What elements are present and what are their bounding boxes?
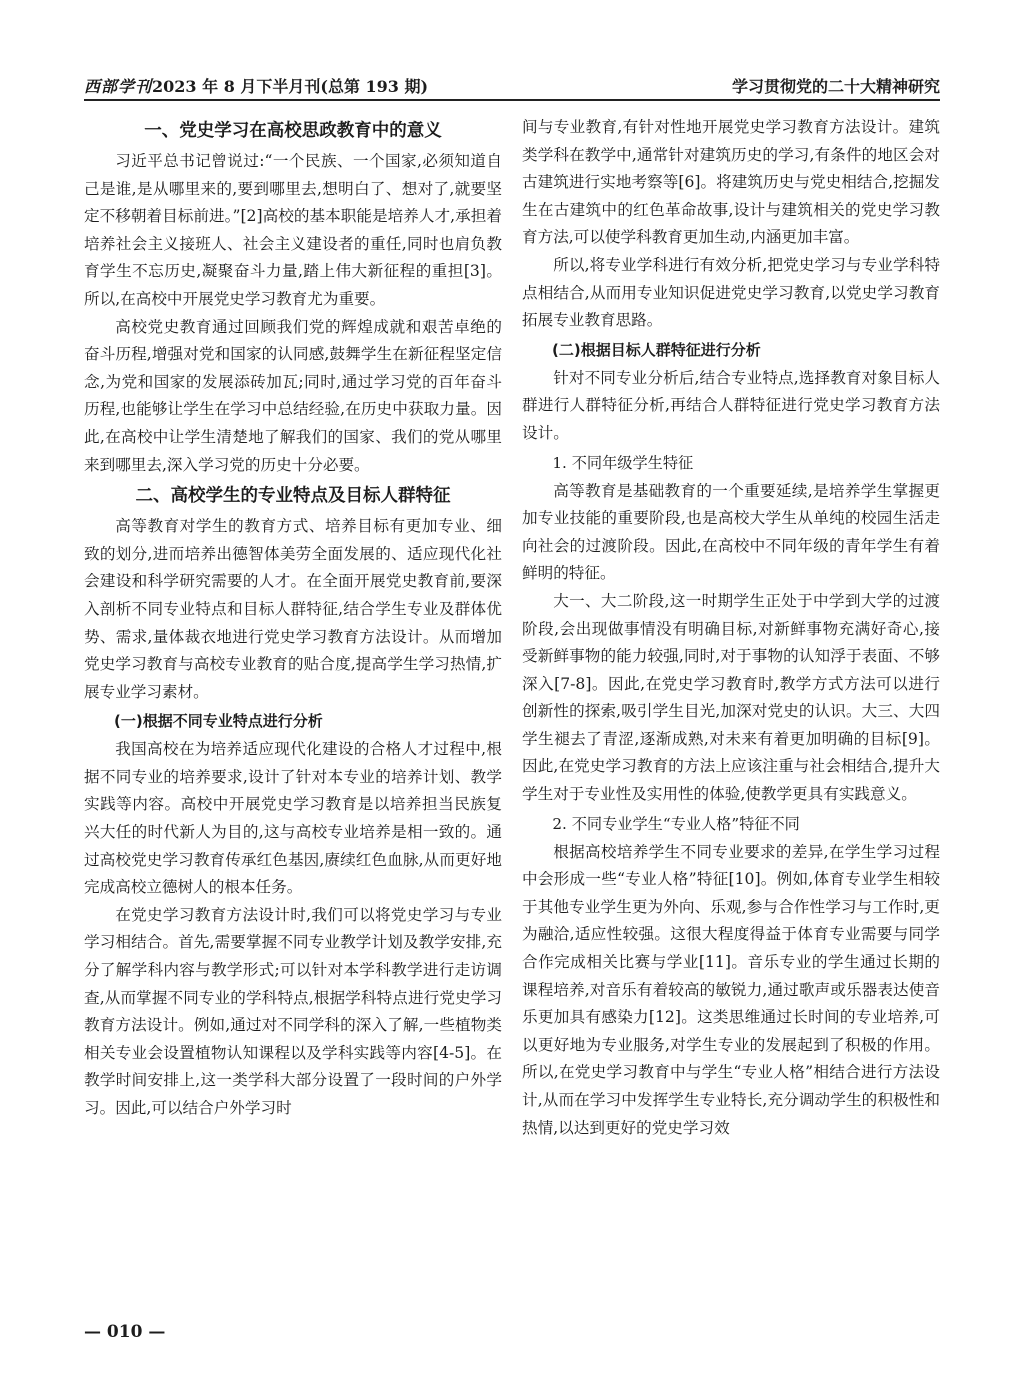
page-number: — 010 — [84, 1322, 166, 1342]
paragraph: 大一、大二阶段,这一时期学生正处于中学到大学的过渡阶段,会出现做事情没有明确目标,对新鲜事物充满好奇心,接受新鲜事物的能力较强,同时,对于事物的认知浮于表面、不够深入[7-8]。因此,在党史学习教育时,教学方式方法可以进行创新性的探索,吸引学生目光,加深对党史的认识。大三、大四学生褪去了青涩,逐渐成熟,对未来有着更加明确的目标[9]。因此,在党史学习教育的方法上应该注重与社会相结合,提升大学生对于专业性及实用性的体验,使教学更具有实践意义。 [522, 591, 940, 804]
sub-subsection-heading: 1. 不同年级学生特征 [552, 453, 694, 472]
section-heading: 一、党史学习在高校思政教育中的意义 [144, 121, 442, 141]
paragraph: 根据高校培养学生不同专业要求的差异,在学生学习过程中会形成一些“专业人格”特征[10]。例如,体育专业学生相较于其他专业学生更为外向、乐观,参与合作性学习与工作时,更为融洽,适应性较强。这很大程度得益于体育专业需要与同学合作完成相关比赛与学业[11]。音乐专业的学生通过长期的课程培养,对音乐有着较高的敏锐力,通过歌声或乐器表达使音乐更加具有感染力[12]。这类思维通过长时间的专业培养,可以更好地为专业服务,对学生专业的发展起到了积极的作用。所以,在党史学习教育中与学生“专业人格”相结合进行方法设计,从而在学习中发挥学生专业特长,充分调动学生的积极性和热情,以达到更好的党史学习效 [522, 842, 940, 1137]
subsection-heading: (二)根据目标人群特征进行分析 [552, 340, 761, 359]
left-column [84, 114, 502, 1123]
paragraph: 在党史学习教育方法设计时,我们可以将党史学习与专业学习相结合。首先,需要掌握不同专业教学计划及教学安排,充分了解学科内容与教学形式;可以针对本学科教学进行走访调查,从而掌握不同专业的学科特点,根据学科特点进行党史学习教育方法设计。例如,通过对不同学科的深入了解,一些植物类相关专业会设置植物认知课程以及学科实践等内容[4-5]。在教学时间安排上,这一类学科大部分设置了一段时间的户外学习。因此,可以结合户外学习时 [84, 905, 502, 1117]
section-heading: 二、高校学生的专业特点及目标人群特征 [135, 486, 451, 507]
running-header [84, 70, 940, 100]
paragraph: 我国高校在为培养适应现代化建设的合格人才过程中,根据不同专业的培养要求,设计了针对本专业的培养计划、教学实践等内容。高校中开展党史学习教育是以培养担当民族复兴大任的时代新人为目的,这与高校专业培养是相一致的。通过高校党史学习教育传承红色基因,赓续红色血脉,从而更好地完成高校立德树人的根本任务。 [84, 740, 502, 897]
journal-logo: 西部学刊 [84, 77, 153, 96]
paragraph: 高等教育是基础教育的一个重要延续,是培养学生掌握更加专业技能的重要阶段,也是高校大学生从单纯的校园生活走向社会的过渡阶段。因此,在高校中不同年级的青年学生有着鲜明的特征。 [522, 481, 940, 583]
paragraph: 高校党史教育通过回顾我们党的辉煌成就和艰苦卓绝的奋斗历程,增强对党和国家的认同感,鼓舞学生在新征程坚定信念,为党和国家的发展添砖加瓦;同时,通过学习党的百年奋斗历程,也能够让学生在学习中总结经验,在历史中获取力量。因此,在高校中让学生清楚地了解我们的国家、我们的党从哪里来到哪里去,深入学习党的历史十分必要。 [84, 317, 502, 474]
paragraph-continued: 间与专业教育,有针对性地开展党史学习教育方法设计。建筑类学科在教学中,通常针对建筑历史的学习,有条件的地区会对古建筑进行实地考察等[6]。将建筑历史与党史相结合,挖掘发生在古建筑中的红色革命故事,设计与建筑相关的党史学习教育方法,可以使学科教育更加生动,内涵更加丰富。 [522, 118, 940, 247]
subsection-heading: (一)根据不同专业特点进行分析 [114, 712, 323, 731]
right-column [522, 114, 940, 1142]
header-journal-issue [84, 74, 428, 97]
paragraph: 所以,将专业学科进行有效分析,把党史学习与专业学科特点相结合,从而用专业知识促进党史学习教育,以党史学习教育拓展专业教育思路。 [522, 255, 940, 330]
sub-subsection-heading: 2. 不同专业学生“专业人格”特征不同 [552, 814, 800, 833]
paragraph: 针对不同专业分析后,结合专业特点,选择教育对象目标人群进行人群特征分析,再结合人群特征进行党史学习教育方法设计。 [522, 368, 940, 442]
column-title: 学习贯彻党的二十大精神研究 [731, 77, 940, 96]
issue-info: 2023 年 8 月下半月刊(总第 193 期) [152, 77, 429, 96]
paragraph: 习近平总书记曾说过:“一个民族、一个国家,必须知道自己是谁,是从哪里来的,要到哪里去,想明白了、想对了,就要坚定不移朝着目标前进。”[2]高校的基本职能是培养人才,承担着培养社会主义接班人、社会主义建设者的重任,同时也肩负教育学生不忘历史,凝聚奋斗力量,踏上伟大新征程的重担[3]。所以,在高校中开展党史学习教育尤为重要。 [84, 152, 502, 308]
header-divider [84, 99, 940, 101]
paragraph: 高等教育对学生的教育方式、培养目标有更加专业、细致的划分,进而培养出德智体美劳全面发展的、适应现代化社会建设和科学研究需要的人才。在全面开展党史教育前,要深入剖析不同专业特点和目标人群特征,结合学生专业及群体优势、需求,量体裁衣地进行党史学习教育方法设计。从而增加党史学习教育与高校专业教育的贴合度,提高学生学习热情,扩展专业学习素材。 [84, 517, 502, 701]
